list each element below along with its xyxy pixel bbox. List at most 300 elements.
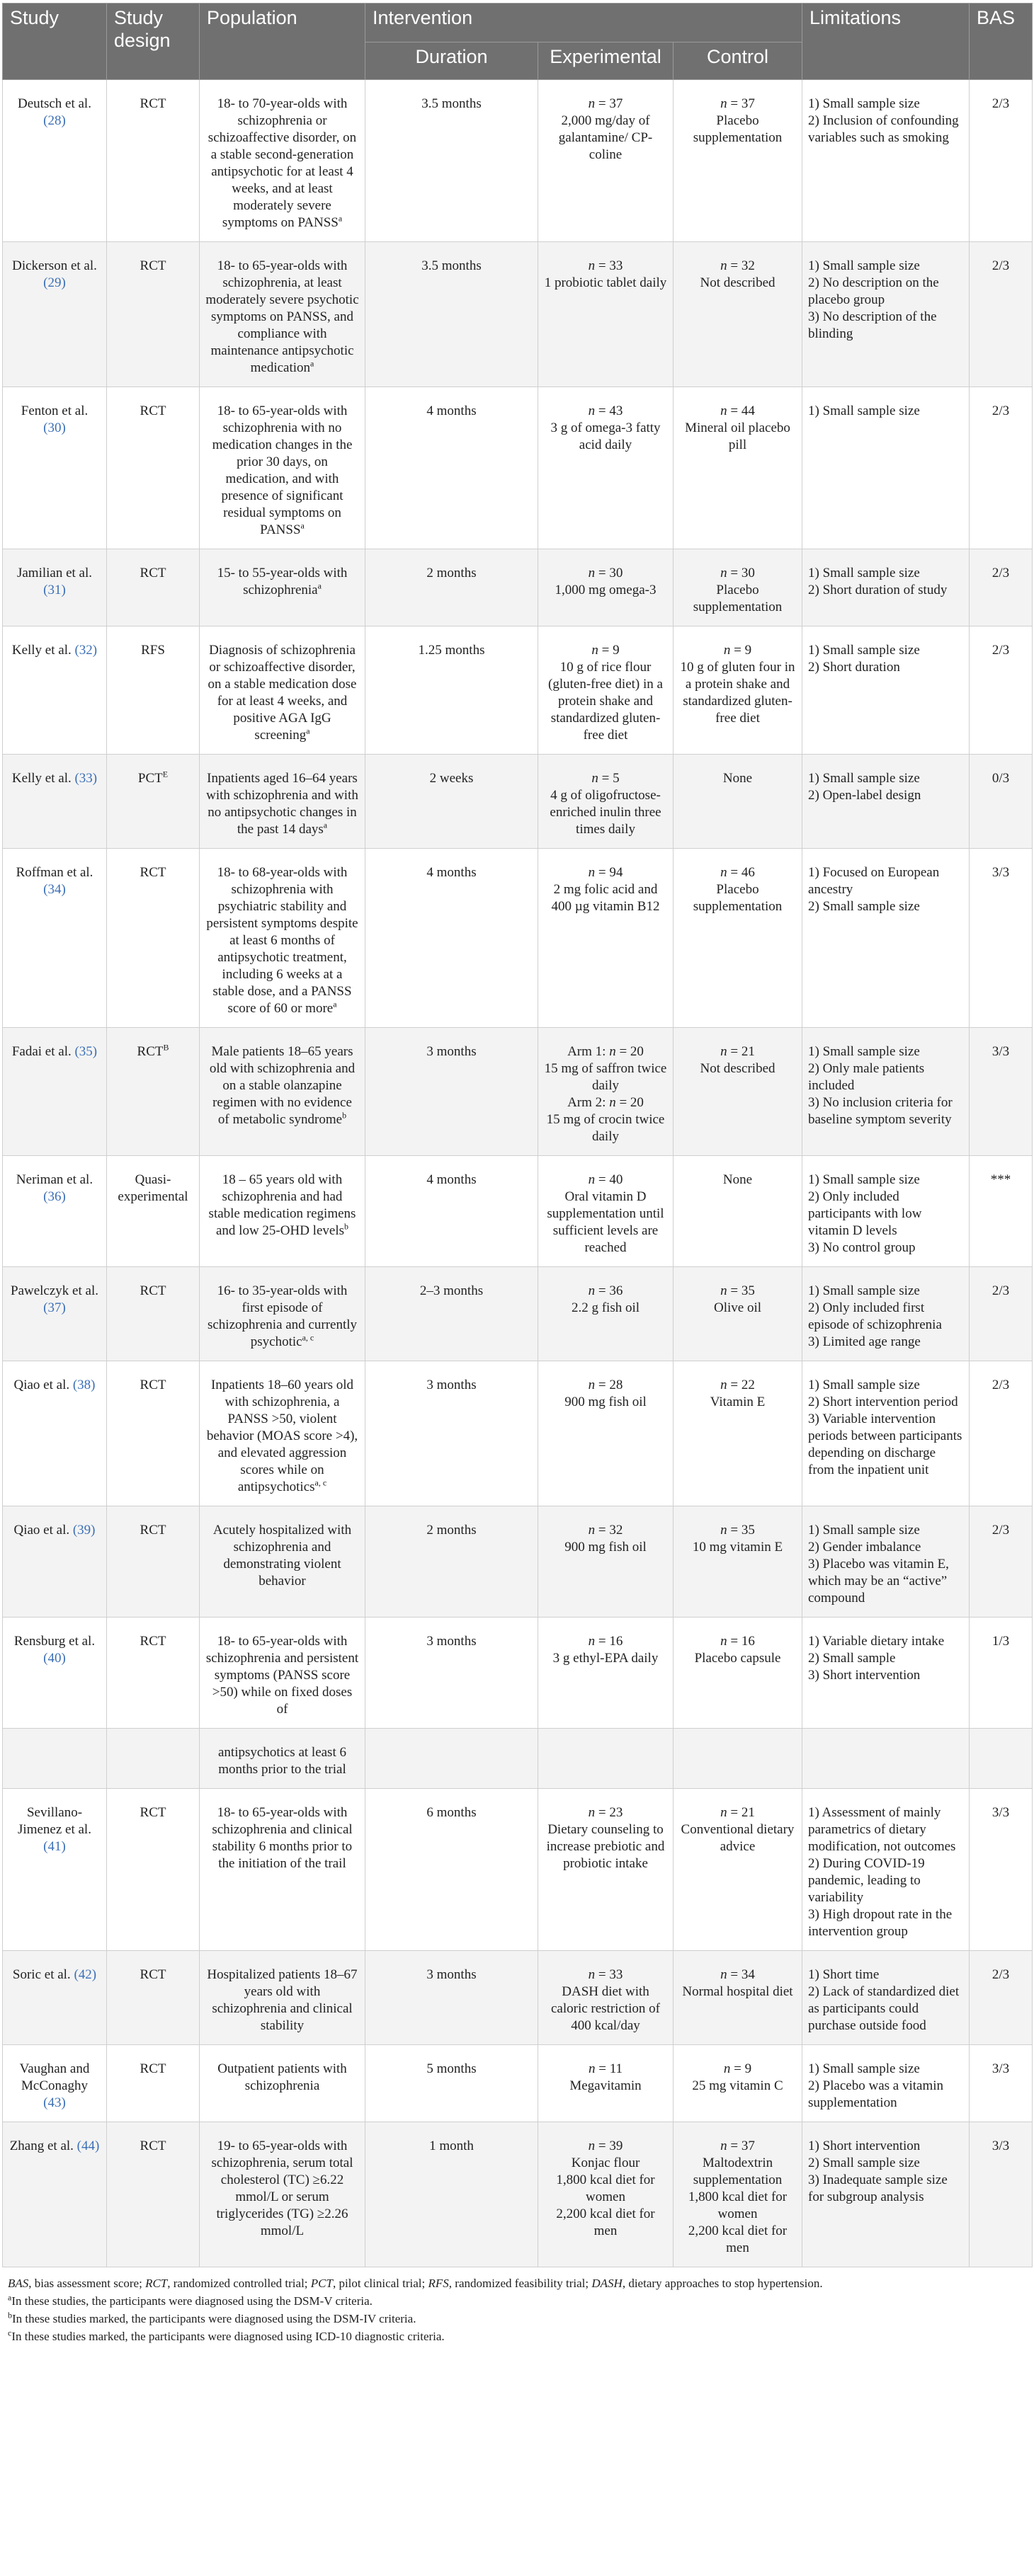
experimental-line: n = 33 (588, 258, 623, 273)
header-experimental: Experimental (538, 42, 674, 80)
design-text: RCT (140, 258, 166, 273)
design-text: RCT (140, 1378, 166, 1392)
experimental-line: n = 11 (588, 2061, 623, 2076)
footnote-abbreviations-text: BAS, bias assessment score; RCT, randomized controlled trial; PCT, pilot clinical trial; RFS, randomized feasibility trial; DASH, dietary approaches to stop hypertension. (8, 2277, 823, 2290)
limitations-line: 1) Small sample size (808, 1283, 920, 1298)
bas-cell: 1/3 (970, 1618, 1033, 1729)
design-text: RCT (140, 566, 166, 580)
control-line: n = 37 (720, 2139, 755, 2153)
experimental-line: Arm 1: n = 20 (567, 1044, 644, 1059)
experimental-line: n = 94 (588, 865, 623, 880)
header-duration: Duration (365, 42, 538, 80)
study-reference[interactable]: (36) (43, 1189, 66, 1204)
design-cell (107, 1789, 200, 1951)
control-line: n = 9 (723, 643, 752, 658)
experimental-cell (538, 755, 674, 849)
control-line: n = 30 (720, 566, 755, 580)
population-text: 18 – 65 years old with schizophrenia and had stable medication regimens and low 25-OHD levels (208, 1172, 356, 1238)
design-text: RCT (140, 403, 166, 418)
limitations-line: 1) Small sample size (808, 2061, 920, 2076)
footnote-a-text: In these studies, the participants were diagnosed using the DSM-V criteria. (11, 2294, 373, 2308)
empty-cell (3, 1729, 107, 1789)
design-text: RCT (140, 1967, 166, 1982)
duration-cell: 2 months (365, 1506, 538, 1618)
control-line: 1,800 kcal diet for women (688, 2189, 788, 2221)
control-line: Placebo supplementation (693, 583, 783, 614)
study-reference[interactable]: (42) (74, 1967, 97, 1982)
limitations-line: 2) Only included first episode of schizophrenia (808, 1300, 942, 1332)
experimental-line: Oral vitamin D supplementation until sufficient levels are reached (547, 1189, 664, 1255)
bas-cell: 3/3 (970, 2045, 1033, 2122)
control-line: n = 9 (723, 2061, 752, 2076)
population-superscript: a (306, 726, 310, 736)
table-row (3, 1156, 1033, 1267)
study-reference[interactable]: (39) (72, 1523, 96, 1538)
study-name: Deutsch et al. (18, 96, 91, 111)
population-text: Inpatients 18–60 years old with schizophrenia, a PANSS >50, violent behavior (MOAS score >4), and elevated aggression scores while on antipsychotics (206, 1378, 358, 1494)
study-cell (3, 242, 107, 387)
header-intervention: Intervention (365, 4, 802, 42)
study-reference[interactable]: (43) (43, 2095, 66, 2110)
duration-cell: 3 months (365, 1618, 538, 1729)
table-row (3, 1506, 1033, 1618)
design-text: RCT (137, 1044, 164, 1059)
population-cell (200, 1618, 365, 1729)
control-line: n = 34 (720, 1967, 755, 1982)
limitations-cell (802, 1267, 970, 1361)
experimental-cell (538, 1506, 674, 1618)
study-name: Soric et al. (12, 1967, 71, 1982)
bas-cell: 3/3 (970, 849, 1033, 1028)
duration-cell: 1.25 months (365, 626, 538, 755)
control-line: n = 44 (720, 403, 755, 418)
population-text: Outpatient patients with schizophrenia (217, 2061, 347, 2093)
control-line: n = 22 (720, 1378, 755, 1392)
control-line: None (722, 1172, 753, 1187)
design-text: RCT (140, 1634, 166, 1649)
study-cell (3, 1361, 107, 1506)
empty-cell (365, 1729, 538, 1789)
control-line: 2,200 kcal diet for men (688, 2223, 788, 2255)
limitations-cell (802, 1506, 970, 1618)
study-name: Qiao et al. (13, 1523, 70, 1538)
abbreviation-key: RFS (428, 2277, 449, 2290)
duration-cell: 2–3 months (365, 1267, 538, 1361)
table-body (3, 80, 1033, 2267)
study-reference[interactable]: (31) (43, 583, 66, 597)
limitations-cell (802, 1618, 970, 1729)
experimental-line: 2,200 kcal diet for men (556, 2206, 655, 2238)
bas-cell: 3/3 (970, 1789, 1033, 1951)
experimental-line: 1,800 kcal diet for women (556, 2173, 655, 2204)
population-cell (200, 1789, 365, 1951)
experimental-line: n = 28 (588, 1378, 623, 1392)
study-reference[interactable]: (37) (43, 1300, 66, 1315)
population-text: Acutely hospitalized with schizophrenia and demonstrating violent behavior (212, 1523, 352, 1588)
population-cell (200, 387, 365, 549)
study-name: Qiao et al. (13, 1378, 70, 1392)
limitations-line: 1) Assessment of mainly parametrics of dietary modification, not outcomes (808, 1805, 956, 1854)
study-name: Dickerson et al. (12, 258, 97, 273)
limitations-line: 2) Small sample size (808, 2156, 920, 2170)
control-line: None (722, 771, 753, 786)
population-text: 16- to 35-year-olds with first episode of schizophrenia and currently psychotic (207, 1283, 358, 1349)
study-cell (3, 1506, 107, 1618)
control-cell (674, 1506, 802, 1618)
control-line: Normal hospital diet (682, 1984, 793, 1999)
experimental-line: 15 mg of crocin twice daily (546, 1112, 665, 1144)
study-name: Fadai et al. (11, 1044, 72, 1059)
studies-table (2, 3, 1033, 2267)
experimental-line: DASH diet with caloric restriction of 400 kcal/day (550, 1984, 661, 2033)
design-text: RCT (140, 2061, 166, 2076)
footnote-abbreviations (8, 2276, 1026, 2291)
control-line: n = 37 (720, 96, 755, 111)
study-reference[interactable]: (28) (43, 113, 66, 128)
control-line: Placebo supplementation (693, 882, 783, 914)
table-row (3, 1028, 1033, 1156)
experimental-line: Arm 2: n = 20 (567, 1095, 644, 1110)
population-superscript: a, c (302, 1332, 314, 1343)
design-cell (107, 1951, 200, 2045)
table-row (3, 387, 1033, 549)
control-line: Placebo supplementation (693, 113, 783, 145)
limitations-line: 1) Small sample size (808, 771, 920, 786)
study-name: Rensburg et al. (13, 1634, 96, 1649)
design-cell (107, 2122, 200, 2267)
bas-cell: 2/3 (970, 1267, 1033, 1361)
control-line: n = 32 (720, 258, 755, 273)
study-reference[interactable]: (33) (74, 771, 98, 786)
study-cell (3, 2122, 107, 2267)
empty-cell (970, 1729, 1033, 1789)
limitations-cell (802, 1028, 970, 1156)
control-cell (674, 849, 802, 1028)
control-cell (674, 80, 802, 242)
table-row-continuation (3, 1729, 1033, 1789)
population-superscript: a (338, 213, 343, 224)
population-cell (200, 242, 365, 387)
header-study: Study (3, 4, 107, 80)
population-cell (200, 2045, 365, 2122)
population-cell (200, 1506, 365, 1618)
limitations-line: 3) Limited age range (808, 1334, 921, 1349)
limitations-cell (802, 1951, 970, 2045)
footnote-a: $^a$In these studies, the participants were diagnosed using the DSM-V criteria. (8, 2292, 373, 2308)
limitations-line: 2) Placebo was a vitamin supplementation (808, 2078, 944, 2110)
experimental-cell (538, 1789, 674, 1951)
design-text: RCT (140, 2139, 166, 2153)
experimental-cell (538, 1267, 674, 1361)
study-reference[interactable]: (30) (43, 420, 66, 435)
study-cell (3, 626, 107, 755)
design-text: RCT (140, 96, 166, 111)
control-line: Mineral oil placebo pill (685, 420, 790, 452)
study-reference[interactable]: (34) (43, 882, 66, 897)
experimental-cell (538, 1361, 674, 1506)
header-bas: BAS (970, 4, 1033, 80)
design-text: RCT (140, 1283, 166, 1298)
experimental-line: n = 40 (588, 1172, 623, 1187)
experimental-cell (538, 242, 674, 387)
experimental-cell (538, 849, 674, 1028)
limitations-cell (802, 755, 970, 849)
population-cell (200, 1951, 365, 2045)
limitations-line: 2) Gender imbalance (808, 1540, 921, 1555)
control-line: 25 mg vitamin C (692, 2078, 783, 2093)
study-cell (3, 755, 107, 849)
population-superscript: b (344, 1221, 348, 1232)
design-cell (107, 849, 200, 1028)
study-name: Fenton et al. (21, 403, 89, 418)
bas-cell: 3/3 (970, 1028, 1033, 1156)
table-row (3, 242, 1033, 387)
table-row (3, 80, 1033, 242)
population-superscript: a, c (314, 1477, 327, 1488)
empty-cell (107, 1729, 200, 1789)
population-text: 19- to 65-year-olds with schizophrenia, serum total cholesterol (TC) ≥6.22 mmol/L or serum triglycerides (TG) ≥2.26 mmol/L (211, 2139, 353, 2238)
limitations-line: 3) Placebo was vitamin E, which may be an “active” compound (808, 1557, 949, 1605)
footnote-b: $^b$In these studies marked, the participants were diagnosed using the DSM-IV criteria. (8, 2310, 416, 2325)
design-cell (107, 1267, 200, 1361)
study-reference[interactable]: (29) (43, 275, 66, 290)
design-text: RCT (140, 865, 166, 880)
table-header (3, 4, 1033, 80)
population-text: Diagnosis of schizophrenia or schizoaffective disorder, on a stable medication dose for at least 4 weeks, and positive AGA IgG screening (208, 643, 357, 743)
footnote-b-text: In these studies marked, the participants were diagnosed using the DSM-IV criteria. (12, 2312, 416, 2325)
design-cell (107, 1361, 200, 1506)
study-name: Sevillano-Jimenez et al. (18, 1805, 91, 1837)
limitations-line: 2) Only male patients included (808, 1061, 925, 1093)
design-text: Quasi-experimental (118, 1172, 188, 1204)
study-reference[interactable]: (44) (76, 2139, 100, 2153)
experimental-cell (538, 1028, 674, 1156)
duration-cell: 3.5 months (365, 80, 538, 242)
bas-cell: 2/3 (970, 626, 1033, 755)
control-cell (674, 1951, 802, 2045)
limitations-cell (802, 242, 970, 387)
study-reference[interactable]: (40) (43, 1651, 66, 1666)
control-line: Not described (700, 275, 776, 290)
design-cell (107, 1156, 200, 1267)
control-cell (674, 1267, 802, 1361)
experimental-line: n = 9 (591, 643, 620, 658)
experimental-cell (538, 1618, 674, 1729)
study-cell (3, 1618, 107, 1729)
control-cell (674, 1028, 802, 1156)
limitations-line: 1) Short time (808, 1967, 880, 1982)
table-row (3, 2122, 1033, 2267)
control-line: Maltodextrin supplementation (693, 2156, 783, 2187)
population-superscript: b (342, 1110, 347, 1121)
duration-cell: 4 months (365, 849, 538, 1028)
study-name: Kelly et al. (11, 771, 72, 786)
experimental-cell (538, 1156, 674, 1267)
experimental-line: 10 g of rice flour (gluten-free diet) in a protein shake and standardized gluten-free diet (548, 660, 663, 743)
study-cell (3, 1156, 107, 1267)
limitations-line: 1) Short intervention (808, 2139, 921, 2153)
limitations-line: 2) Only included participants with low vitamin D levels (808, 1189, 922, 1238)
population-text: 18- to 65-year-olds with schizophrenia with no medication changes in the prior 30 days, on medication, and with presence of significant residual symptoms on PANSS (212, 403, 353, 537)
table-row (3, 849, 1033, 1028)
control-cell (674, 755, 802, 849)
limitations-line: 2) Short duration (808, 660, 900, 675)
control-cell (674, 387, 802, 549)
population-text: 18- to 65-year-olds with schizophrenia and persistent symptoms (PANSS score >50) while on fixed doses of (205, 1634, 359, 1717)
table-row (3, 626, 1033, 755)
control-line: n = 21 (720, 1805, 755, 1820)
design-text: PCT (137, 771, 163, 786)
duration-cell: 2 weeks (365, 755, 538, 849)
design-cell (107, 1618, 200, 1729)
study-cell (3, 1028, 107, 1156)
design-cell (107, 387, 200, 549)
duration-cell: 2 months (365, 549, 538, 626)
control-cell (674, 2045, 802, 2122)
study-reference[interactable]: (38) (72, 1378, 96, 1392)
study-cell (3, 1789, 107, 1951)
design-cell (107, 1028, 200, 1156)
table-row (3, 1789, 1033, 1951)
limitations-line: 2) Lack of standardized diet as participants could purchase outside food (808, 1984, 960, 2033)
experimental-cell (538, 2045, 674, 2122)
limitations-line: 1) Focused on European ancestry (808, 865, 940, 897)
limitations-line: 3) Variable intervention periods between participants depending on discharge from the inpatient unit (808, 1412, 962, 1477)
population-superscript: a (300, 520, 305, 531)
design-cell (107, 1506, 200, 1618)
control-cell (674, 1618, 802, 1729)
limitations-line: 2) Short duration of study (808, 583, 948, 597)
duration-cell: 4 months (365, 1156, 538, 1267)
limitations-line: 1) Small sample size (808, 566, 920, 580)
design-cell (107, 755, 200, 849)
limitations-line: 2) Inclusion of confounding variables such as smoking (808, 113, 959, 145)
bas-cell: 3/3 (970, 2122, 1033, 2267)
design-cell (107, 626, 200, 755)
study-cell (3, 1267, 107, 1361)
control-line: Not described (700, 1061, 776, 1076)
control-line: n = 21 (720, 1044, 755, 1059)
population-text: 18- to 65-year-olds with schizophrenia and clinical stability 6 months prior to the initiation of the trail (212, 1805, 353, 1871)
bas-cell: 2/3 (970, 549, 1033, 626)
header-study-design: Study design (107, 4, 200, 80)
study-cell (3, 2045, 107, 2122)
control-cell (674, 626, 802, 755)
experimental-cell (538, 1951, 674, 2045)
limitations-cell (802, 1789, 970, 1951)
study-name: Kelly et al. (11, 643, 72, 658)
table-footnotes (2, 2267, 1032, 2351)
study-name: Zhang et al. (9, 2139, 74, 2153)
experimental-cell (538, 80, 674, 242)
study-cell (3, 1951, 107, 2045)
limitations-line: 1) Variable dietary intake (808, 1634, 945, 1649)
table-row (3, 1361, 1033, 1506)
bas-cell: 2/3 (970, 80, 1033, 242)
limitations-line: 2) Small sample (808, 1651, 896, 1666)
experimental-line: 2,000 mg/day of galantamine/ CP-coline (558, 113, 653, 162)
population-cell (200, 1267, 365, 1361)
design-cell (107, 242, 200, 387)
limitations-line: 2) No description on the placebo group (808, 275, 939, 307)
bas-cell: 2/3 (970, 242, 1033, 387)
experimental-line: 3 g of omega-3 fatty acid daily (550, 420, 661, 452)
population-text: 18- to 70-year-olds with schizophrenia or schizoaffective disorder, on a stable second-generation antipsychotic for at least 4 weeks, and at least moderately severe symptoms on PANSS (208, 96, 357, 230)
bas-cell: 2/3 (970, 387, 1033, 549)
limitations-line: 1) Small sample size (808, 643, 920, 658)
control-line: n = 35 (720, 1283, 755, 1298)
table-row (3, 1618, 1033, 1729)
footnote-c-text: In these studies marked, the participants were diagnosed using ICD-10 diagnostic criteria. (11, 2330, 445, 2343)
limitations-line: 1) Small sample size (808, 1044, 920, 1059)
population-cell (200, 1028, 365, 1156)
empty-cell (802, 1729, 970, 1789)
experimental-line: Megavitamin (569, 2078, 642, 2093)
duration-cell: 3 months (365, 1951, 538, 2045)
table-row (3, 1267, 1033, 1361)
experimental-line: Konjac flour (571, 2156, 640, 2170)
design-superscript: B (163, 1042, 169, 1053)
table-row (3, 1951, 1033, 2045)
study-reference[interactable]: (35) (74, 1044, 98, 1059)
control-cell (674, 2122, 802, 2267)
population-cell (200, 1156, 365, 1267)
bas-cell: 0/3 (970, 755, 1033, 849)
study-name: Neriman et al. (16, 1172, 93, 1187)
control-cell (674, 1789, 802, 1951)
design-cell (107, 80, 200, 242)
control-line: Vitamin E (710, 1395, 766, 1409)
control-line: n = 35 (720, 1523, 755, 1538)
control-cell (674, 1156, 802, 1267)
limitations-line: 1) Small sample size (808, 403, 920, 418)
design-text: RCT (140, 1805, 166, 1820)
empty-cell (538, 1729, 674, 1789)
population-text: 18- to 65-year-olds with schizophrenia, at least moderately severe psychotic symptoms on PANSS, and compliance with maintenance antipsychotic medication (205, 258, 359, 375)
population-cell (200, 849, 365, 1028)
study-reference[interactable]: (41) (43, 1839, 66, 1854)
limitations-line: 1) Small sample size (808, 1172, 920, 1187)
experimental-line: n = 36 (588, 1283, 623, 1298)
control-line: Conventional dietary advice (681, 1822, 795, 1854)
control-line: n = 46 (720, 865, 755, 880)
control-cell (674, 242, 802, 387)
bas-cell: 2/3 (970, 1506, 1033, 1618)
control-cell (674, 1361, 802, 1506)
control-line: Olive oil (713, 1300, 762, 1315)
study-reference[interactable]: (32) (74, 643, 98, 658)
limitations-line: 3) Short intervention (808, 1668, 921, 1683)
population-cell (200, 755, 365, 849)
experimental-cell (538, 387, 674, 549)
limitations-line: 2) Short intervention period (808, 1395, 958, 1409)
experimental-line: 4 g of oligofructose-enriched inulin three times daily (550, 788, 661, 837)
study-cell (3, 387, 107, 549)
population-superscript: a (310, 358, 314, 369)
population-text: Male patients 18–65 years old with schizophrenia and on a stable olanzapine regimen with no evidence of metabolic syndrome (209, 1044, 356, 1127)
table-row (3, 755, 1033, 849)
footnote-c: $^c$In these studies marked, the participants were diagnosed using ICD-10 diagnostic criteria. (8, 2328, 445, 2343)
study-name: Jamilian et al. (16, 566, 93, 580)
experimental-cell (538, 2122, 674, 2267)
experimental-line: n = 43 (588, 403, 623, 418)
limitations-cell (802, 849, 970, 1028)
header-control: Control (674, 42, 802, 80)
population-superscript: a (333, 999, 337, 1009)
bas-cell: 2/3 (970, 1951, 1033, 2045)
population-cell (200, 549, 365, 626)
table-row (3, 549, 1033, 626)
